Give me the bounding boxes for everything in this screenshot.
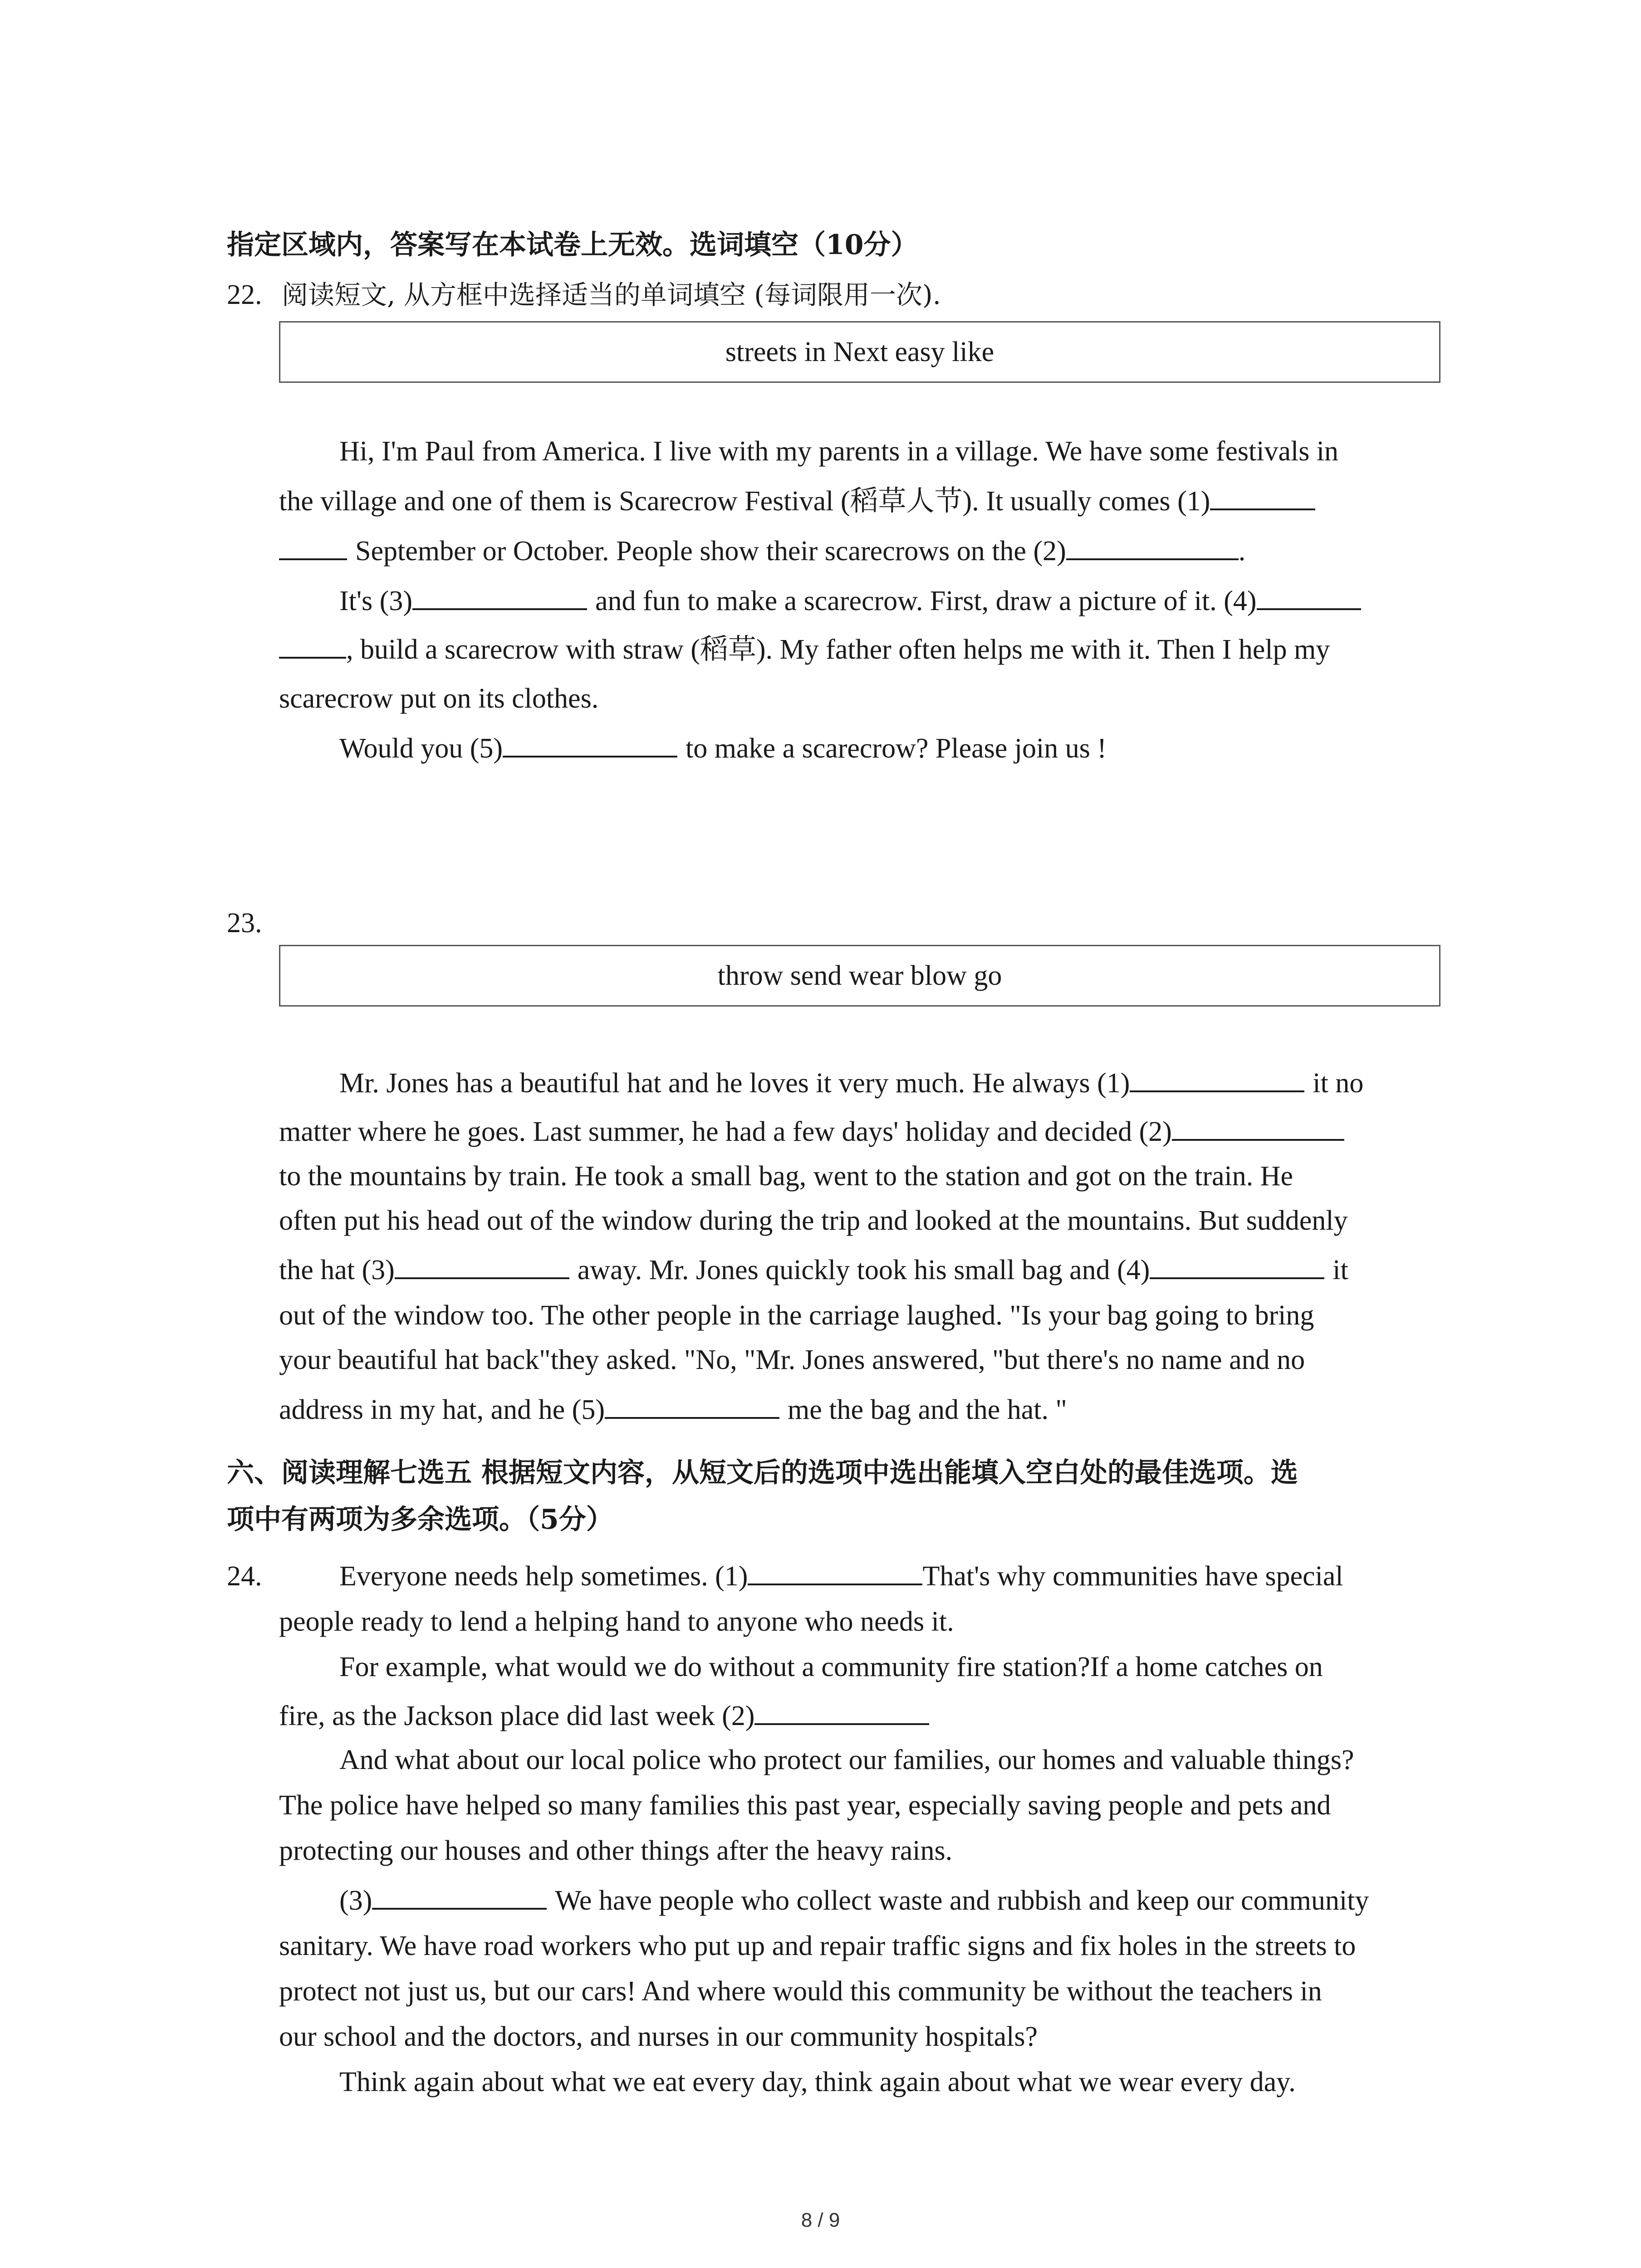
word-box [279,321,1440,383]
answer-blank[interactable] [1066,530,1239,560]
passage-line: Everyone needs help sometimes. (1) That's why communities have special [339,1554,1343,1599]
passage-line: our school and the doctors, and nurses in our community hospitals? [279,2021,1038,2052]
passage-line: September or October. People show their scarecrows on the (2) . [279,528,1245,574]
question-number: 23. [227,908,262,938]
word-box-text: throw send wear blow go [717,960,1002,991]
passage-line: (3) We have people who collect waste and rubbish and keep our community [339,1878,1369,1923]
passage-line: matter where he goes. Last summer, he had a few days' holiday and decided (2) [279,1109,1344,1154]
section-heading: 项中有两项为多余选项。（5分） [227,1504,613,1535]
answer-blank[interactable] [1172,1111,1344,1141]
answer-blank[interactable] [372,1880,547,1910]
passage-line: often put his head out of the window during the trip and looked at the mountains. But suddenly [279,1205,1348,1236]
passage-line: the hat (3) away. Mr. Jones quickly took his small bag and (4) it [279,1247,1348,1293]
passage-line: Mr. Jones has a beautiful hat and he loves it very much. He always (1) it no [339,1061,1363,1106]
answer-blank[interactable] [395,1249,569,1279]
passage-line: protect not just us, but our cars! And where would this community be without the teachers in [279,1976,1322,2007]
answer-blank[interactable] [503,728,677,758]
question-number: 22. [227,279,262,310]
answer-blank[interactable] [1210,480,1315,510]
answer-blank[interactable] [1257,580,1361,610]
passage-line: Think again about what we eat every day, think again about what we wear every day. [339,2067,1296,2097]
passage-line: The police have helped so many families this past year, especially saving people and pets and [279,1790,1331,1821]
passage-line: your beautiful hat back"they asked. "No, "Mr. Jones answered, "but there's no name and no [279,1344,1305,1375]
answer-blank[interactable] [754,1695,929,1725]
word-box-text: streets in Next easy like [725,336,994,367]
section-heading: 六、阅读理解七选五 根据短文内容，从短文后的选项中选出能填入空白处的最佳选项。选 [227,1457,1298,1489]
page-number: 8 / 9 [801,2209,840,2231]
answer-blank[interactable] [748,1555,922,1585]
passage-line: the village and one of them is Scarecrow Festival (稻草人节). It usually comes (1) [279,479,1315,524]
answer-blank[interactable] [279,530,347,560]
question-instruction: 阅读短文, 从方框中选择适当的单词填空 (每词限用一次). [282,279,941,310]
passage-line: address in my hat, and he (5) me the bag and the hat. " [279,1387,1067,1432]
passage-line: to the mountains by train. He took a small bag, went to the station and got on the train. He [279,1161,1293,1192]
passage-line: Would you (5) to make a scarecrow? Please join us ! [339,726,1107,771]
passage-line: For example, what would we do without a community fire station?If a home catches on [339,1652,1323,1682]
question-number: 24. [227,1561,262,1592]
passage-line: out of the window too. The other people in the carriage laughed. "Is your bag going to bring [279,1300,1314,1331]
passage-line: It's (3) and fun to make a scarecrow. First, draw a picture of it. (4) [339,578,1361,624]
answer-blank[interactable] [1130,1062,1304,1092]
passage-line: , build a scarecrow with straw (稻草). My father often helps me with it. Then I help my [279,627,1330,672]
answer-blank[interactable] [412,580,587,610]
passage-line: sanitary. We have road workers who put up and repair traffic signs and fix holes in the streets to [279,1931,1356,1961]
passage-line: And what about our local police who protect our families, our homes and valuable things? [339,1745,1354,1775]
word-box [279,945,1440,1007]
question-22 [227,272,941,318]
answer-blank[interactable] [605,1389,779,1419]
answer-blank[interactable] [1150,1249,1324,1279]
passage-line: people ready to lend a helping hand to anyone who needs it. [279,1606,954,1637]
passage-line: scarecrow put on its clothes. [279,683,599,714]
passage-line: Hi, I'm Paul from America. I live with my parents in a village. We have some festivals in [339,436,1339,467]
section-heading: 指定区域内，答案写在本试卷上无效。选词填空（10分） [227,229,918,261]
answer-blank[interactable] [279,629,346,659]
passage-line: protecting our houses and other things after the heavy rains. [279,1835,953,1866]
passage-line: fire, as the Jackson place did last week (2) [279,1693,929,1739]
